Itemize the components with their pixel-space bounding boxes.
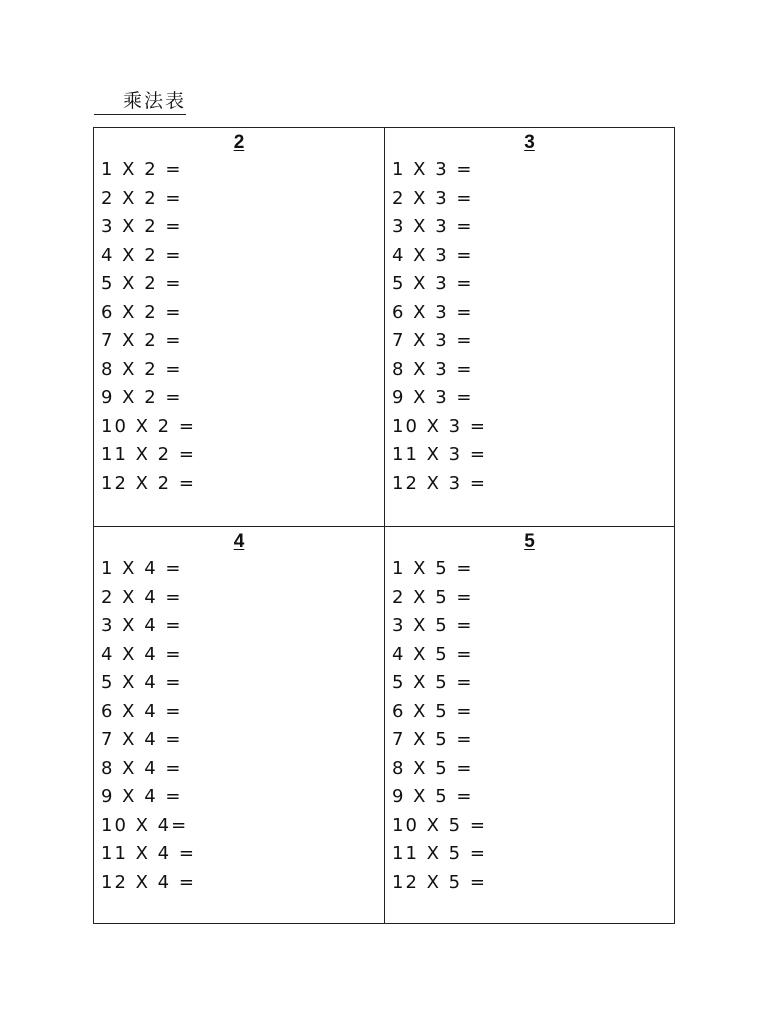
table-cell-5	[384, 526, 674, 923]
table-row: 7 X 3 =	[392, 330, 474, 351]
table-row: 9 X 4 =	[101, 786, 183, 807]
table-row: 6 X 4 =	[101, 700, 183, 722]
table-row: 8 X 5 =	[392, 757, 474, 779]
table-header-label: 5	[524, 531, 535, 552]
table-row: 3 X 2 =	[101, 216, 183, 237]
table-row: 10 X 4=	[101, 814, 189, 836]
table-header-label: 2	[233, 132, 245, 153]
table-row: 11 X 4 =	[101, 843, 196, 864]
table-row: 12 X 5 =	[392, 871, 487, 893]
multiplication-grid	[93, 127, 675, 924]
row-list	[392, 156, 487, 498]
table-row: 8 X 3 =	[392, 358, 474, 380]
table-row: 12 X 2 =	[101, 472, 196, 494]
table-row: 11 X 2 =	[101, 444, 196, 465]
table-row: 10 X 5 =	[392, 814, 487, 836]
table-cell-2	[94, 128, 384, 526]
table-row: 2 X 3 =	[392, 187, 474, 209]
table-header	[94, 131, 384, 155]
table-row: 11 X 3 =	[392, 444, 487, 465]
table-row: 2 X 2 =	[101, 187, 183, 209]
table-row: 6 X 3 =	[392, 301, 474, 323]
table-cell-3	[384, 128, 674, 526]
table-row: 3 X 3 =	[392, 216, 474, 237]
table-row: 1 X 2 =	[101, 159, 183, 180]
table-header-label: 3	[524, 132, 535, 153]
table-row: 1 X 3 =	[392, 159, 474, 180]
table-row: 4 X 5 =	[392, 643, 474, 665]
table-header	[94, 530, 384, 554]
page-title: 乘法表	[94, 88, 186, 115]
table-row: 10 X 3 =	[392, 415, 487, 437]
table-row: 6 X 2 =	[101, 301, 183, 323]
table-row: 4 X 2 =	[101, 244, 183, 266]
table-cell-4	[94, 526, 384, 923]
table-row: 11 X 5 =	[392, 843, 487, 864]
table-row: 6 X 5 =	[392, 700, 474, 722]
table-row: 8 X 4 =	[101, 757, 183, 779]
table-row: 5 X 3 =	[392, 273, 474, 294]
table-row: 4 X 3 =	[392, 244, 474, 266]
row-list	[101, 555, 196, 897]
table-row: 2 X 4 =	[101, 586, 183, 608]
row-list	[101, 156, 196, 498]
table-row: 3 X 5 =	[392, 615, 474, 636]
table-row: 2 X 5 =	[392, 586, 474, 608]
table-header-label: 4	[233, 531, 245, 552]
table-row: 7 X 5 =	[392, 729, 474, 750]
table-row: 12 X 4 =	[101, 871, 196, 893]
table-row: 1 X 4 =	[101, 558, 183, 579]
table-row: 9 X 5 =	[392, 786, 474, 807]
table-row: 5 X 5 =	[392, 672, 474, 693]
table-row: 3 X 4 =	[101, 615, 183, 636]
table-row: 8 X 2 =	[101, 358, 183, 380]
table-row: 5 X 2 =	[101, 273, 183, 294]
table-row: 5 X 4 =	[101, 672, 183, 693]
table-row: 4 X 4 =	[101, 643, 183, 665]
table-row: 12 X 3 =	[392, 472, 487, 494]
table-row: 7 X 4 =	[101, 729, 183, 750]
table-header	[385, 131, 674, 155]
table-header	[385, 530, 674, 554]
table-row: 9 X 3 =	[392, 387, 474, 408]
table-row: 9 X 2 =	[101, 387, 183, 408]
table-row: 1 X 5 =	[392, 558, 474, 579]
row-list	[392, 555, 487, 897]
table-row: 7 X 2 =	[101, 330, 183, 351]
table-row: 10 X 2 =	[101, 415, 196, 437]
